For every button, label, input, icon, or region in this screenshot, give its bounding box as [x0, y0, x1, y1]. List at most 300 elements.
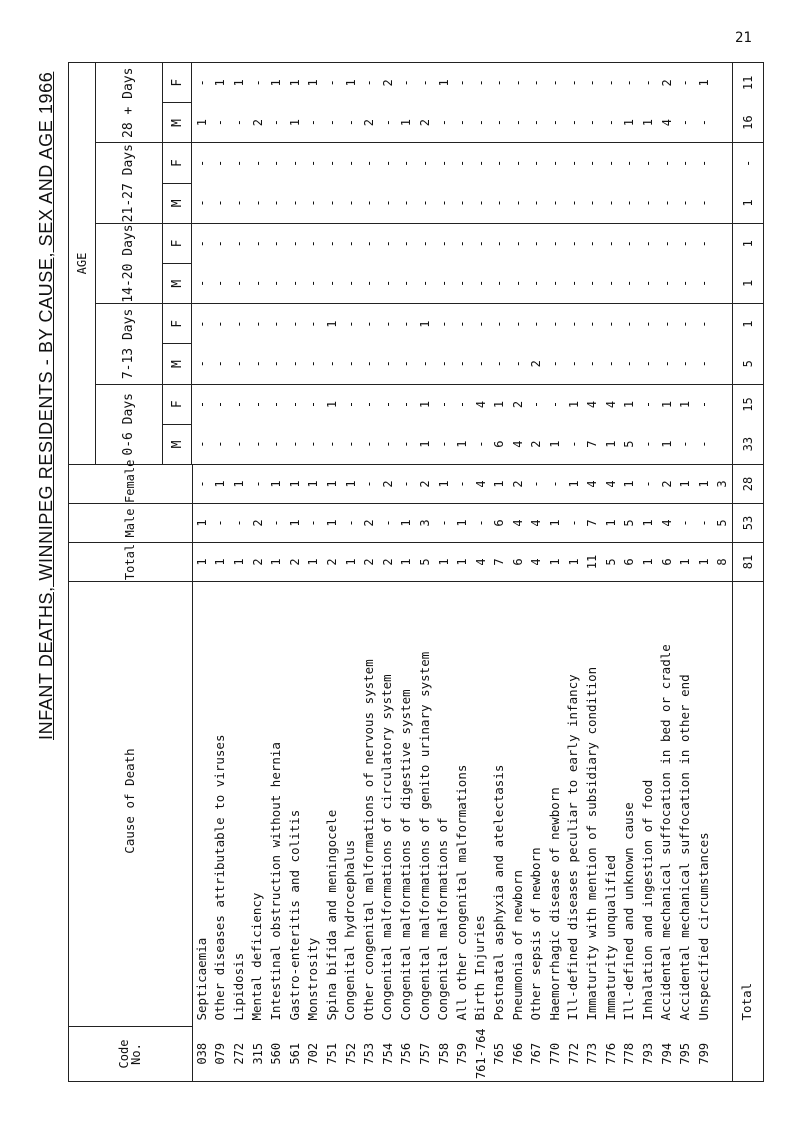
age-sex-cell: -: [397, 264, 416, 304]
male-cell: 1: [639, 504, 658, 543]
age-sex-cell: -: [306, 400, 321, 409]
age-sex-cell: -: [696, 400, 711, 409]
code-cell: 759: [455, 1042, 470, 1065]
male-cell: 1: [285, 504, 304, 543]
age-sex-cell: -: [527, 264, 546, 304]
cause-cell: Lipidosis: [230, 952, 246, 1021]
age-sex-cell: -: [455, 159, 470, 167]
total-cell: 1: [211, 543, 230, 582]
total-cell: 11: [583, 543, 602, 582]
age-sex-cell: -: [362, 240, 377, 248]
total-cell: 1: [192, 543, 211, 582]
f-header: F: [163, 63, 192, 103]
age-sex-cell: 1: [657, 424, 676, 464]
male-cell: -: [378, 504, 397, 543]
code-cell: 793: [641, 1042, 656, 1065]
cause-cell: Congenital hydrocephalus: [342, 839, 358, 1021]
age-sex-cell: -: [639, 264, 658, 304]
age-sex-cell: -: [659, 240, 674, 248]
table-row: [285, 63, 304, 1082]
age-sex-cell: 1: [269, 79, 284, 87]
age-sex-cell: -: [641, 240, 656, 248]
age-sex-cell: -: [378, 183, 397, 223]
age-sex-cell: -: [471, 264, 490, 304]
m-header: M: [163, 344, 192, 384]
age-sex-cell: -: [267, 183, 286, 223]
cause-cell: All other congenital malformations: [453, 764, 469, 1021]
age-sex-cell: [713, 223, 732, 263]
age-sex-cell: 1: [417, 400, 432, 409]
male-cell: 5: [620, 504, 639, 543]
table-row: [434, 63, 453, 1082]
age-sex-cell: -: [473, 320, 488, 328]
age-sex-cell: -: [436, 400, 451, 409]
age-sex-cell: -: [490, 344, 509, 384]
age-sex-cell: -: [230, 264, 249, 304]
age-sex-cell: -: [343, 240, 358, 248]
age-sex-cell: -: [471, 344, 490, 384]
code-cell: 757: [417, 1042, 432, 1065]
age-sex-cell: -: [696, 240, 711, 248]
age-sex-cell: -: [304, 344, 323, 384]
table-row: [657, 63, 676, 1082]
code-cell: 765: [492, 1042, 507, 1065]
age-sex-cell: -: [473, 240, 488, 248]
code-cell: 778: [622, 1042, 637, 1065]
age-sex-cell: -: [659, 320, 674, 328]
age-sex-cell: -: [676, 103, 695, 143]
age-sex-cell: -: [434, 344, 453, 384]
cause-cell: Accidental mechanical suffocation in bed or cradle: [658, 644, 674, 1021]
female-cell: 1: [695, 465, 714, 504]
age-sex-cell: -: [323, 183, 342, 223]
age-sex-cell: [713, 143, 732, 183]
age-sex-cell: -: [213, 159, 228, 167]
female-cell: 1: [341, 465, 360, 504]
age-sex-cell: -: [267, 264, 286, 304]
age-sex-cell: -: [341, 183, 360, 223]
age-sex-cell: 1: [417, 320, 432, 328]
table-row: [211, 63, 230, 1082]
age-sex-cell: -: [603, 240, 618, 248]
m-header: M: [163, 183, 192, 223]
age-sex-cell: -: [564, 183, 583, 223]
age-sex-cell: -: [657, 264, 676, 304]
age-sex-total-cell: 1: [732, 223, 763, 263]
age-sex-total-cell: -: [732, 143, 763, 183]
age-sex-cell: -: [676, 264, 695, 304]
age-sex-cell: -: [399, 400, 414, 409]
age-sex-cell: -: [250, 320, 265, 328]
table-body: [192, 63, 763, 1082]
age-sex-cell: -: [324, 79, 339, 87]
age-sex-cell: -: [194, 79, 209, 87]
age-sex-cell: -: [211, 344, 230, 384]
table-row: [378, 63, 397, 1082]
age-group-0-6-header: 0-6 Days: [96, 384, 163, 464]
age-sex-cell: 4: [473, 400, 488, 409]
age-sex-cell: -: [676, 424, 695, 464]
male-cell: -: [211, 504, 230, 543]
code-cell: 560: [269, 1042, 284, 1065]
code-cell: 754: [380, 1042, 395, 1065]
cause-cell: Postnatal asphyxia and atelectasis: [491, 764, 507, 1021]
female-cell: 1: [490, 465, 509, 504]
code-cell: 751: [324, 1042, 339, 1065]
female-cell: 1: [230, 465, 249, 504]
cause-cell: Mental deficiency: [249, 892, 265, 1021]
age-sex-cell: -: [231, 240, 246, 248]
age-sex-cell: -: [548, 320, 563, 328]
age-sex-cell: -: [676, 183, 695, 223]
code-cell: 794: [659, 1042, 674, 1065]
age-sex-cell: -: [360, 183, 379, 223]
female-cell: 4: [602, 465, 621, 504]
cause-cell: Other diseases attributable to viruses: [212, 734, 228, 1021]
total-cell: 6: [620, 543, 639, 582]
age-sex-total-cell: 1: [732, 183, 763, 223]
age-sex-cell: -: [695, 103, 714, 143]
age-sex-cell: -: [192, 344, 211, 384]
female-cell: -: [248, 465, 267, 504]
code-cell: 752: [343, 1042, 358, 1065]
age-sex-cell: -: [194, 240, 209, 248]
age-sex-cell: -: [399, 320, 414, 328]
code-cell: [713, 1027, 732, 1082]
male-cell: 5: [713, 504, 732, 543]
code-cell: 770: [548, 1042, 563, 1065]
age-sex-cell: -: [416, 183, 435, 223]
age-sex-cell: -: [564, 103, 583, 143]
code-cell: 079: [213, 1042, 228, 1065]
age-sex-cell: -: [622, 320, 637, 328]
age-sex-cell: -: [341, 103, 360, 143]
age-sex-cell: -: [695, 183, 714, 223]
cause-cell: Spina bifida and meningocele: [323, 809, 339, 1021]
age-sex-cell: -: [231, 400, 246, 409]
f-header: F: [163, 384, 192, 424]
age-sex-cell: -: [639, 344, 658, 384]
male-cell: -: [341, 504, 360, 543]
age-sex-total-cell: 11: [732, 63, 763, 103]
age-sex-cell: -: [304, 183, 323, 223]
age-sex-cell: -: [399, 159, 414, 167]
age-sex-cell: -: [213, 240, 228, 248]
age-sex-cell: [713, 304, 732, 344]
total-code-cell: [732, 1027, 763, 1082]
age-sex-cell: -: [343, 400, 358, 409]
age-sex-cell: -: [566, 320, 581, 328]
age-sex-cell: -: [529, 79, 544, 87]
age-sex-cell: -: [362, 320, 377, 328]
age-sex-cell: -: [250, 159, 265, 167]
age-sex-cell: -: [434, 264, 453, 304]
age-sex-cell: -: [455, 240, 470, 248]
code-cell: 758: [436, 1042, 451, 1065]
age-sex-cell: -: [269, 240, 284, 248]
female-cell: 2: [657, 465, 676, 504]
age-sex-cell: 6: [490, 424, 509, 464]
male-cell: -: [267, 504, 286, 543]
total-cell: 2: [378, 543, 397, 582]
age-sex-cell: -: [323, 344, 342, 384]
age-sex-cell: -: [510, 159, 525, 167]
male-cell: 2: [360, 504, 379, 543]
age-sex-cell: -: [509, 183, 528, 223]
age-sex-cell: -: [269, 320, 284, 328]
cause-cell: Unspecified circumstances: [695, 832, 711, 1021]
cause-cell: Septicaemia: [193, 937, 209, 1021]
age-sex-cell: -: [417, 240, 432, 248]
age-sex-cell: 1: [620, 103, 639, 143]
age-sex-cell: -: [529, 240, 544, 248]
male-cell: 1: [323, 504, 342, 543]
age-sex-cell: -: [583, 344, 602, 384]
age-sex-cell: -: [399, 79, 414, 87]
male-cell: 4: [509, 504, 528, 543]
infant-deaths-table: [68, 62, 764, 1082]
age-sex-cell: -: [622, 79, 637, 87]
age-sex-cell: -: [378, 344, 397, 384]
cause-cell: Immaturity with mention of subsidiary condition: [584, 666, 600, 1021]
male-cell: -: [471, 504, 490, 543]
age-sex-cell: -: [248, 344, 267, 384]
age-sex-cell: -: [455, 320, 470, 328]
table-row: [509, 63, 528, 1082]
male-cell: 4: [527, 504, 546, 543]
code-cell: 795: [678, 1042, 693, 1065]
age-sex-cell: 4: [509, 424, 528, 464]
age-sex-cell: 1: [678, 400, 693, 409]
age-sex-cell: -: [510, 320, 525, 328]
age-sex-cell: -: [548, 400, 563, 409]
total-row: [732, 63, 763, 1082]
age-sex-cell: [713, 384, 732, 424]
age-sex-cell: -: [341, 264, 360, 304]
age-sex-cell: -: [211, 103, 230, 143]
table-row: [602, 63, 621, 1082]
table-row: [713, 63, 732, 1082]
age-sex-cell: -: [695, 344, 714, 384]
age-sex-cell: -: [566, 159, 581, 167]
age-sex-cell: -: [360, 424, 379, 464]
age-sex-cell: -: [657, 344, 676, 384]
total-cell: 1: [564, 543, 583, 582]
age-sex-cell: -: [399, 240, 414, 248]
male-header: Male: [69, 504, 193, 543]
age-sex-cell: -: [453, 264, 472, 304]
f-header: F: [163, 223, 192, 263]
female-cell: 2: [509, 465, 528, 504]
table-row: [397, 63, 416, 1082]
age-sex-cell: 1: [639, 103, 658, 143]
age-sex-cell: -: [360, 264, 379, 304]
cause-header: Cause of Death: [69, 582, 193, 1027]
total-cell: 1: [546, 543, 565, 582]
age-sex-cell: -: [639, 424, 658, 464]
age-sex-cell: 4: [603, 400, 618, 409]
age-sex-cell: -: [490, 264, 509, 304]
male-cell: -: [676, 504, 695, 543]
age-sex-cell: -: [397, 424, 416, 464]
age-sex-cell: 1: [287, 79, 302, 87]
code-cell: 756: [399, 1042, 414, 1065]
code-cell: 272: [231, 1042, 246, 1065]
m-header: M: [163, 424, 192, 464]
age-sex-cell: -: [473, 159, 488, 167]
age-sex-cell: 1: [492, 400, 507, 409]
cause-cell: Other sepsis of newborn: [528, 847, 544, 1021]
age-sex-cell: -: [602, 264, 621, 304]
cause-cell: Ill-defined and unknown cause: [621, 802, 637, 1021]
age-sex-cell: -: [267, 344, 286, 384]
total-header: Total: [69, 543, 193, 582]
male-cell: -: [564, 504, 583, 543]
age-sex-cell: -: [641, 400, 656, 409]
age-sex-cell: -: [230, 103, 249, 143]
age-sex-cell: -: [548, 79, 563, 87]
age-sex-cell: 2: [510, 400, 525, 409]
age-sex-cell: -: [230, 344, 249, 384]
table-row: [583, 63, 602, 1082]
age-sex-cell: -: [378, 264, 397, 304]
grand-total-cell: 81: [732, 543, 763, 582]
table-row: [248, 63, 267, 1082]
female-cell: -: [397, 465, 416, 504]
age-sex-cell: -: [509, 264, 528, 304]
male-cell: 3: [416, 504, 435, 543]
total-cell: 2: [360, 543, 379, 582]
male-cell: 6: [490, 504, 509, 543]
code-cell: 766: [510, 1042, 525, 1065]
male-cell: 2: [248, 504, 267, 543]
age-sex-cell: -: [585, 240, 600, 248]
age-sex-cell: -: [231, 159, 246, 167]
female-cell: 1: [434, 465, 453, 504]
code-header: Code No.: [69, 1027, 193, 1082]
age-sex-cell: 1: [566, 400, 581, 409]
cause-cell: Other congenital malformations of nervous system: [360, 659, 376, 1021]
code-cell: 799: [696, 1042, 711, 1065]
age-sex-cell: 1: [453, 424, 472, 464]
age-sex-cell: 7: [583, 424, 602, 464]
age-sex-cell: -: [397, 344, 416, 384]
male-cell: 1: [453, 504, 472, 543]
age-sex-cell: -: [213, 320, 228, 328]
age-sex-total-cell: 33: [732, 424, 763, 464]
age-sex-cell: -: [380, 159, 395, 167]
age-sex-cell: -: [509, 103, 528, 143]
age-sex-cell: 1: [546, 424, 565, 464]
age-sex-cell: -: [362, 79, 377, 87]
age-sex-cell: -: [678, 240, 693, 248]
page-title: INFANT DEATHS, WINNIPEG RESIDENTS - BY CAUSE, SEX AND AGE 1966: [36, 71, 56, 740]
age-sex-cell: -: [434, 183, 453, 223]
total-cell: 1: [267, 543, 286, 582]
code-cell: 772: [566, 1042, 581, 1065]
age-sex-cell: -: [192, 424, 211, 464]
age-sex-cell: -: [585, 79, 600, 87]
age-sex-cell: -: [564, 424, 583, 464]
male-cell: 1: [397, 504, 416, 543]
age-sex-cell: -: [490, 103, 509, 143]
age-sex-cell: -: [453, 103, 472, 143]
age-sex-cell: -: [471, 183, 490, 223]
age-sex-cell: 2: [527, 424, 546, 464]
age-sex-cell: -: [285, 424, 304, 464]
age-sex-cell: -: [380, 240, 395, 248]
age-sex-cell: [713, 183, 732, 223]
cause-cell: Ill-defined diseases peculiar to early infancy: [565, 674, 581, 1021]
code-cell: 702: [306, 1042, 321, 1065]
age-sex-cell: -: [529, 400, 544, 409]
age-sex-cell: -: [287, 159, 302, 167]
age-sex-cell: -: [510, 240, 525, 248]
female-cell: 2: [416, 465, 435, 504]
m-header: M: [163, 264, 192, 304]
age-sex-cell: -: [583, 103, 602, 143]
total-cell: 8: [713, 543, 732, 582]
age-sex-cell: -: [285, 264, 304, 304]
age-sex-cell: -: [585, 320, 600, 328]
age-sex-cell: -: [583, 264, 602, 304]
total-cell: 2: [248, 543, 267, 582]
male-cell: 1: [602, 504, 621, 543]
age-sex-cell: 2: [360, 103, 379, 143]
age-sex-cell: -: [678, 320, 693, 328]
age-sex-cell: -: [529, 320, 544, 328]
age-sex-cell: -: [602, 103, 621, 143]
table-row: [620, 63, 639, 1082]
age-sex-total-cell: 16: [732, 103, 763, 143]
age-sex-cell: 1: [324, 400, 339, 409]
age-sex-cell: -: [676, 344, 695, 384]
code-cell: 773: [585, 1042, 600, 1065]
age-sex-cell: 2: [659, 79, 674, 87]
table-row: [527, 63, 546, 1082]
table-row: [639, 63, 658, 1082]
female-cell: -: [639, 465, 658, 504]
age-sex-cell: -: [546, 264, 565, 304]
age-sex-cell: [713, 264, 732, 304]
age-sex-cell: -: [641, 320, 656, 328]
age-sex-cell: 1: [696, 79, 711, 87]
age-sex-cell: -: [324, 240, 339, 248]
female-cell: 1: [304, 465, 323, 504]
female-cell: -: [527, 465, 546, 504]
cause-cell: Congenital malformations of digestive system: [398, 689, 414, 1021]
age-sex-cell: -: [492, 79, 507, 87]
female-cell: 1: [285, 465, 304, 504]
age-sex-cell: -: [436, 159, 451, 167]
age-sex-cell: -: [622, 240, 637, 248]
total-cell: 1: [639, 543, 658, 582]
age-sex-cell: 2: [380, 79, 395, 87]
female-cell: 1: [564, 465, 583, 504]
age-sex-cell: -: [620, 344, 639, 384]
age-sex-cell: -: [548, 240, 563, 248]
age-sex-cell: -: [548, 159, 563, 167]
cause-cell: Intestinal obstruction without hernia: [267, 742, 283, 1021]
age-sex-cell: -: [194, 400, 209, 409]
female-cell: 2: [378, 465, 397, 504]
age-sex-cell: -: [696, 320, 711, 328]
age-sex-total-cell: 1: [732, 304, 763, 344]
age-sex-cell: [713, 344, 732, 384]
age-sex-cell: -: [566, 240, 581, 248]
age-sex-cell: -: [453, 183, 472, 223]
page-number: 21: [735, 30, 752, 46]
